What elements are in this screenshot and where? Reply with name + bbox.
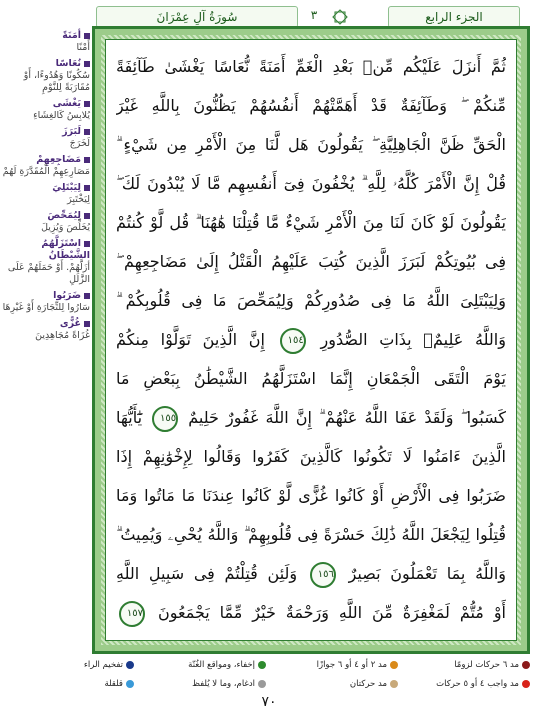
legend-label: مد ٦ حركات لزومًا	[454, 659, 519, 670]
verse-text: وَلِيَبْتَلِىَ اللَّهُ مَا فِى صُدُورِكُمْ وَلِيُمَحِّصَ مَا فِى قُلُوبِكُمْ ۗ	[116, 291, 506, 310]
verse-line	[116, 321, 506, 359]
juz-title	[388, 6, 520, 28]
verse-text: وَاللَّهُ بِمَا تَعْمَلُونَ بَصِيرٌ	[348, 564, 506, 583]
glossary-term: ضَرَبُوا	[53, 290, 81, 301]
glossary-definition: لَخَرَجَ	[69, 138, 90, 149]
tajweed-legend	[2, 657, 530, 691]
glossary-entry	[2, 318, 90, 342]
verse-text: إِنَّ الَّذِينَ تَوَلَّوْا مِنكُمْ	[116, 330, 265, 349]
verse-line	[116, 477, 506, 515]
color-dot-icon	[126, 661, 134, 669]
legend-item	[134, 676, 266, 691]
verse-lines	[116, 48, 506, 632]
glossary-entry	[2, 290, 90, 314]
glossary-definition: سُكُونًا وَهُدُوءًا، أَوْ مُقَارَبَةً لِلنَّوْمِ	[23, 70, 90, 93]
legend-label: إخفاء، ومواقع الغُنّة	[188, 659, 255, 670]
bullet-icon	[84, 61, 90, 67]
glossary-entry	[2, 58, 90, 94]
legend-label: قلقلة	[104, 678, 123, 689]
surah-title	[96, 6, 298, 28]
bullet-icon	[84, 293, 90, 299]
bullet-icon	[84, 33, 90, 39]
verse-line	[116, 204, 506, 242]
bullet-icon	[84, 241, 90, 247]
verse-line	[116, 555, 506, 593]
glossary-definition: لِيَخْتَبِرَ	[67, 194, 90, 205]
ayah-number-marker: ١٥٤	[280, 328, 306, 354]
glossary-term: مَضَاجِعِهِمْ	[36, 154, 81, 165]
verse-text: مِّنكُمْ ۖ وَطَآئِفَةٌ قَدْ أَهَمَّتْهُمْ أَنفُسُهُمْ يَظُنُّونَ بِاللَّهِ غَيْرَ	[116, 96, 506, 115]
verse-text: أَوْ مُتُّمْ لَمَغْفِرَةٌ مِّنَ اللَّهِ وَرَحْمَةٌ خَيْرٌ مِّمَّا يَجْمَعُونَ	[157, 603, 506, 622]
legend-item	[266, 676, 398, 691]
page-number: ٧٠	[261, 694, 277, 710]
page-header	[96, 4, 526, 28]
bullet-icon	[84, 185, 90, 191]
legend-label: مد حركتان	[349, 678, 387, 689]
verse-line	[116, 360, 506, 398]
verse-line	[116, 594, 506, 632]
color-dot-icon	[390, 661, 398, 669]
glossary-term: لِيُمَحِّصَ	[47, 210, 81, 221]
glossary-term: لِيَبْتَلِيَ	[52, 182, 81, 193]
verse-line	[116, 48, 506, 86]
verse-text: قُلْ إِنَّ الْأَمْرَ كُلَّهُۥ لِلَّهِ ۗ يُخْفُونَ فِىٓ أَنفُسِهِم مَّا لَا يُبْدُونَ لَكَ ۖ	[116, 174, 506, 193]
glossary-definition: غُزَاةً مُجَاهِدِينَ	[35, 330, 90, 341]
glossary-definition: سَارُوا لِلتِّجَارَةِ أَوْ غَيْرِهَا	[2, 302, 90, 313]
surah-number: ٣	[310, 8, 318, 22]
verse-text: وَلَئِن قُتِلْتُمْ فِى سَبِيلِ اللَّهِ	[116, 564, 298, 583]
glossary-entry	[2, 98, 90, 122]
verse-text: يَقُولُونَ لَوْ كَانَ لَنَا مِنَ الْأَمْرِ شَيْءٌ مَّا قُتِلْنَا هَٰهُنَا ۗ قُل لَّوْ كُنتُمْ	[116, 213, 506, 232]
legend-label: مد ٢ أو ٤ أو ٦ جوازًا	[316, 659, 387, 670]
color-dot-icon	[258, 661, 266, 669]
verse-line	[116, 438, 506, 476]
legend-item	[398, 657, 530, 672]
glossary-definition: يُخَلِّصَ وَيُزِيلَ	[41, 222, 90, 233]
verse-line	[116, 165, 506, 203]
surah-name: سُورَةُ آلِ عِمْرَانَ	[156, 10, 238, 24]
verse-text: فِى بُيُوتِكُمْ لَبَرَزَ الَّذِينَ كُتِبَ عَلَيْهِمُ الْقَتْلُ إِلَىٰ مَضَاجِعِهِمْ ۖ	[116, 252, 506, 271]
verse-text: يَٰٓأَيُّهَا	[116, 408, 143, 427]
glossary-entry	[2, 30, 90, 54]
color-dot-icon	[390, 680, 398, 688]
bullet-icon	[84, 157, 90, 163]
glossary-definition: مَصَارِعِهِمْ الْمُقَدَّرَةِ لَهُمْ	[2, 166, 90, 177]
glossary-entry	[2, 126, 90, 150]
verse-line	[116, 516, 506, 554]
verse-text: الَّذِينَ ءَامَنُوا لَا تَكُونُوا كَالَّذِينَ كَفَرُوا وَقَالُوا لِإِخْوَٰنِهِمْ إِذَا	[116, 447, 506, 466]
legend-item	[398, 676, 530, 691]
verse-line	[116, 282, 506, 320]
ornamental-border	[95, 29, 527, 651]
bullet-icon	[84, 101, 90, 107]
bullet-icon	[84, 129, 90, 135]
verse-text: ثُمَّ أَنزَلَ عَلَيْكُم مِّنۢ بَعْدِ الْغَمِّ أَمَنَةً نُّعَاسًا يَغْشَىٰ طَآئِفَةً	[116, 57, 506, 76]
legend-label: ادغام، وما لا يُلفظ	[192, 678, 255, 689]
ayah-number-marker: ١٥٦	[310, 562, 336, 588]
glossary-term: لَبَرَزَ	[62, 126, 81, 137]
verse-line	[116, 243, 506, 281]
color-dot-icon	[126, 680, 134, 688]
verse-text: كَسَبُوا ۖ وَلَقَدْ عَفَا اللَّهُ عَنْهُمْ ۗ إِنَّ اللَّهَ غَفُورٌ حَلِيمٌ	[188, 408, 506, 427]
legend-item	[134, 657, 266, 672]
verse-line	[116, 399, 506, 437]
legend-label: تفخيم الراء	[83, 659, 123, 670]
glossary-term: أمَنَةً	[62, 30, 81, 41]
bullet-icon	[84, 321, 90, 327]
verse-text: وَاللَّهُ عَلِيمٌۢ بِذَاتِ الصُّدُورِ	[320, 330, 506, 349]
legend-item	[266, 657, 398, 672]
color-dot-icon	[522, 680, 530, 688]
glossary-term: نُعَاسًا	[55, 58, 81, 69]
glossary-definition: أزَلَّهُمْ. أَوْ حَمَلَهُمْ عَلَى الزَّلَلِ	[7, 262, 90, 285]
verse-line	[116, 87, 506, 125]
mushaf-page	[105, 39, 517, 641]
glossary-term: اسْتَزَلَّهُمُ الشَّيْطَانُ	[41, 238, 90, 261]
verse-line	[116, 126, 506, 164]
verse-text: يَوْمَ الْتَقَى الْجَمْعَانِ إِنَّمَا اسْتَزَلَّهُمُ الشَّيْطَٰنُ بِبَعْضِ مَا	[116, 369, 506, 388]
verse-text: ضَرَبُوا فِى الْأَرْضِ أَوْ كَانُوا غُزًّى لَّوْ كَانُوا عِندَنَا مَا مَاتُوا وَمَا	[116, 486, 506, 505]
glossary-definition: أَمْنًا	[76, 42, 90, 53]
glossary-sidebar	[2, 30, 90, 550]
ayah-number-marker: ١٥٥	[152, 406, 178, 432]
glossary-term: غُزًّى	[59, 318, 81, 329]
glossary-definition: يُلابِسُ كَالغِشَاءِ	[33, 110, 90, 121]
legend-label: مد واجب ٤ أو ٥ حركات	[436, 678, 519, 689]
glossary-entry	[2, 238, 90, 286]
glossary-entry	[2, 154, 90, 178]
bullet-icon	[84, 213, 90, 219]
glossary-term: يَغْشَى	[52, 98, 81, 109]
legend-item	[2, 657, 134, 672]
color-dot-icon	[258, 680, 266, 688]
verse-text: قُتِلُوا لِيَجْعَلَ اللَّهُ ذَٰلِكَ حَسْرَةً فِى قُلُوبِهِمْ ۗ وَاللَّهُ يُحْىِۦ وَيُمِيتُ ۗ	[116, 525, 506, 544]
glossary-entry	[2, 182, 90, 206]
verse-text: الْحَقِّ ظَنَّ الْجَاهِلِيَّةِ ۖ يَقُولُونَ هَل لَّنَا مِنَ الْأَمْرِ مِن شَيْءٍ ۗ	[116, 135, 506, 154]
page-frame	[92, 26, 530, 654]
color-dot-icon	[522, 661, 530, 669]
glossary-entry	[2, 210, 90, 234]
juz-name: الجزء الرابع	[425, 10, 483, 24]
legend-item	[2, 676, 134, 691]
ayah-number-marker: ١٥٧	[119, 601, 145, 627]
rub-el-hizb-icon	[332, 9, 348, 25]
